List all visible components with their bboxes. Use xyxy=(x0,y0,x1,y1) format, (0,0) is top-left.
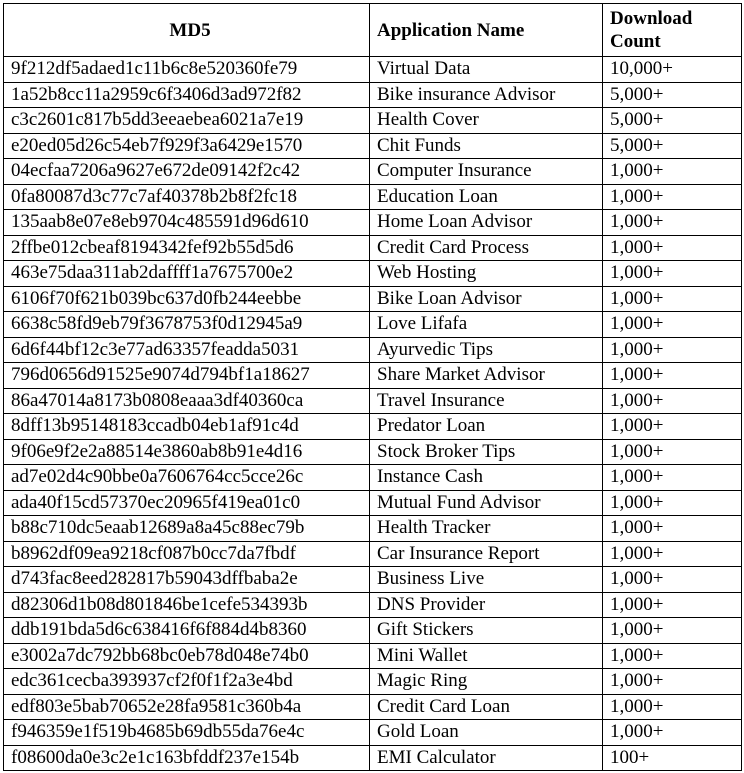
table-row xyxy=(4,745,742,771)
md5-cell: d82306d1b08d801846be1cefe534393b xyxy=(4,592,370,618)
md5-cell: f946359e1f519b4685b69db55da76e4c xyxy=(4,720,370,746)
md5-cell: 9f212df5adaed1c11b6c8e520360fe79 xyxy=(4,57,370,83)
md5-cell: 0fa80087d3c77c7af40378b2b8f2fc18 xyxy=(4,184,370,210)
md5-cell: ddb191bda5d6c638416f6f884d4b8360 xyxy=(4,618,370,644)
download-count-cell: 1,000+ xyxy=(603,363,742,389)
md5-cell: e3002a7dc792bb68bc0eb78d048e74b0 xyxy=(4,643,370,669)
download-count-cell: 1,000+ xyxy=(603,184,742,210)
md5-cell: 86a47014a8173b0808eaaa3df40360ca xyxy=(4,388,370,414)
application-name-cell: Credit Card Process xyxy=(370,235,603,261)
header-application-name: Application Name xyxy=(370,4,603,57)
application-name-cell: Gift Stickers xyxy=(370,618,603,644)
download-count-cell: 1,000+ xyxy=(603,439,742,465)
application-name-cell: Computer Insurance xyxy=(370,159,603,185)
app-md5-table xyxy=(3,3,742,771)
application-name-cell: Share Market Advisor xyxy=(370,363,603,389)
table-row xyxy=(4,133,742,159)
table-row xyxy=(4,465,742,491)
header-row xyxy=(4,4,742,57)
md5-cell: ada40f15cd57370ec20965f419ea01c0 xyxy=(4,490,370,516)
application-name-cell: EMI Calculator xyxy=(370,745,603,771)
md5-cell: edc361cecba393937cf2f0f1f2a3e4bd xyxy=(4,669,370,695)
md5-cell: b88c710dc5eaab12689a8a45c88ec79b xyxy=(4,516,370,542)
table-row xyxy=(4,669,742,695)
download-count-cell: 1,000+ xyxy=(603,720,742,746)
md5-cell: 135aab8e07e8eb9704c485591d96d610 xyxy=(4,210,370,236)
table-row xyxy=(4,618,742,644)
download-count-cell: 1,000+ xyxy=(603,465,742,491)
table-row xyxy=(4,108,742,134)
table-row xyxy=(4,720,742,746)
header-download-count: Download Count xyxy=(603,4,742,57)
table-row xyxy=(4,490,742,516)
download-count-cell: 1,000+ xyxy=(603,312,742,338)
table-row xyxy=(4,235,742,261)
application-name-cell: Health Tracker xyxy=(370,516,603,542)
download-count-cell: 1,000+ xyxy=(603,388,742,414)
table-row xyxy=(4,643,742,669)
md5-cell: 463e75daa311ab2daffff1a7675700e2 xyxy=(4,261,370,287)
download-count-cell: 1,000+ xyxy=(603,210,742,236)
md5-cell: edf803e5bab70652e28fa9581c360b4a xyxy=(4,694,370,720)
application-name-cell: Bike Loan Advisor xyxy=(370,286,603,312)
application-name-cell: Ayurvedic Tips xyxy=(370,337,603,363)
table-row xyxy=(4,286,742,312)
table-row xyxy=(4,57,742,83)
md5-cell: ad7e02d4c90bbe0a7606764cc5cce26c xyxy=(4,465,370,491)
application-name-cell: Web Hosting xyxy=(370,261,603,287)
download-count-cell: 1,000+ xyxy=(603,669,742,695)
application-name-cell: Virtual Data xyxy=(370,57,603,83)
download-count-cell: 1,000+ xyxy=(603,235,742,261)
md5-cell: 6638c58fd9eb79f3678753f0d12945a9 xyxy=(4,312,370,338)
table-row xyxy=(4,82,742,108)
download-count-cell: 5,000+ xyxy=(603,82,742,108)
download-count-cell: 1,000+ xyxy=(603,694,742,720)
download-count-cell: 1,000+ xyxy=(603,414,742,440)
download-count-cell: 5,000+ xyxy=(603,108,742,134)
table-row xyxy=(4,541,742,567)
application-name-cell: Instance Cash xyxy=(370,465,603,491)
download-count-cell: 1,000+ xyxy=(603,516,742,542)
application-name-cell: Education Loan xyxy=(370,184,603,210)
download-count-cell: 1,000+ xyxy=(603,490,742,516)
application-name-cell: Love Lifafa xyxy=(370,312,603,338)
application-name-cell: Home Loan Advisor xyxy=(370,210,603,236)
application-name-cell: Car Insurance Report xyxy=(370,541,603,567)
download-count-cell: 1,000+ xyxy=(603,618,742,644)
md5-cell: 796d0656d91525e9074d794bf1a18627 xyxy=(4,363,370,389)
header-md5: MD5 xyxy=(4,4,370,57)
md5-cell: e20ed05d26c54eb7f929f3a6429e1570 xyxy=(4,133,370,159)
table-row xyxy=(4,388,742,414)
application-name-cell: Mutual Fund Advisor xyxy=(370,490,603,516)
table-row xyxy=(4,567,742,593)
table-row xyxy=(4,159,742,185)
application-name-cell: Mini Wallet xyxy=(370,643,603,669)
table-row xyxy=(4,184,742,210)
download-count-cell: 1,000+ xyxy=(603,261,742,287)
table-row xyxy=(4,261,742,287)
table-row xyxy=(4,312,742,338)
table-body xyxy=(4,57,742,771)
application-name-cell: Bike insurance Advisor xyxy=(370,82,603,108)
download-count-cell: 1,000+ xyxy=(603,337,742,363)
md5-cell: 6d6f44bf12c3e77ad63357feadda5031 xyxy=(4,337,370,363)
download-count-cell: 1,000+ xyxy=(603,643,742,669)
download-count-cell: 1,000+ xyxy=(603,286,742,312)
table-row xyxy=(4,694,742,720)
table-row xyxy=(4,592,742,618)
md5-cell: b8962df09ea9218cf087b0cc7da7fbdf xyxy=(4,541,370,567)
table-row xyxy=(4,337,742,363)
table-row xyxy=(4,414,742,440)
download-count-cell: 1,000+ xyxy=(603,159,742,185)
table-row xyxy=(4,439,742,465)
application-name-cell: Gold Loan xyxy=(370,720,603,746)
application-name-cell: DNS Provider xyxy=(370,592,603,618)
md5-cell: 8dff13b95148183ccadb04eb1af91c4d xyxy=(4,414,370,440)
application-name-cell: Credit Card Loan xyxy=(370,694,603,720)
table-row xyxy=(4,516,742,542)
download-count-cell: 10,000+ xyxy=(603,57,742,83)
application-name-cell: Chit Funds xyxy=(370,133,603,159)
md5-cell: f08600da0e3c2e1c163bfddf237e154b xyxy=(4,745,370,771)
table-row xyxy=(4,210,742,236)
download-count-cell: 100+ xyxy=(603,745,742,771)
application-name-cell: Business Live xyxy=(370,567,603,593)
application-name-cell: Magic Ring xyxy=(370,669,603,695)
md5-cell: c3c2601c817b5dd3eeaebea6021a7e19 xyxy=(4,108,370,134)
download-count-cell: 1,000+ xyxy=(603,567,742,593)
download-count-cell: 1,000+ xyxy=(603,541,742,567)
download-count-cell: 5,000+ xyxy=(603,133,742,159)
md5-cell: 9f06e9f2e2a88514e3860ab8b91e4d16 xyxy=(4,439,370,465)
application-name-cell: Health Cover xyxy=(370,108,603,134)
table-row xyxy=(4,363,742,389)
md5-cell: 6106f70f621b039bc637d0fb244eebbe xyxy=(4,286,370,312)
md5-cell: 1a52b8cc11a2959c6f3406d3ad972f82 xyxy=(4,82,370,108)
download-count-cell: 1,000+ xyxy=(603,592,742,618)
application-name-cell: Travel Insurance xyxy=(370,388,603,414)
application-name-cell: Predator Loan xyxy=(370,414,603,440)
application-name-cell: Stock Broker Tips xyxy=(370,439,603,465)
md5-cell: d743fac8eed282817b59043dffbaba2e xyxy=(4,567,370,593)
md5-cell: 04ecfaa7206a9627e672de09142f2c42 xyxy=(4,159,370,185)
md5-cell: 2ffbe012cbeaf8194342fef92b55d5d6 xyxy=(4,235,370,261)
